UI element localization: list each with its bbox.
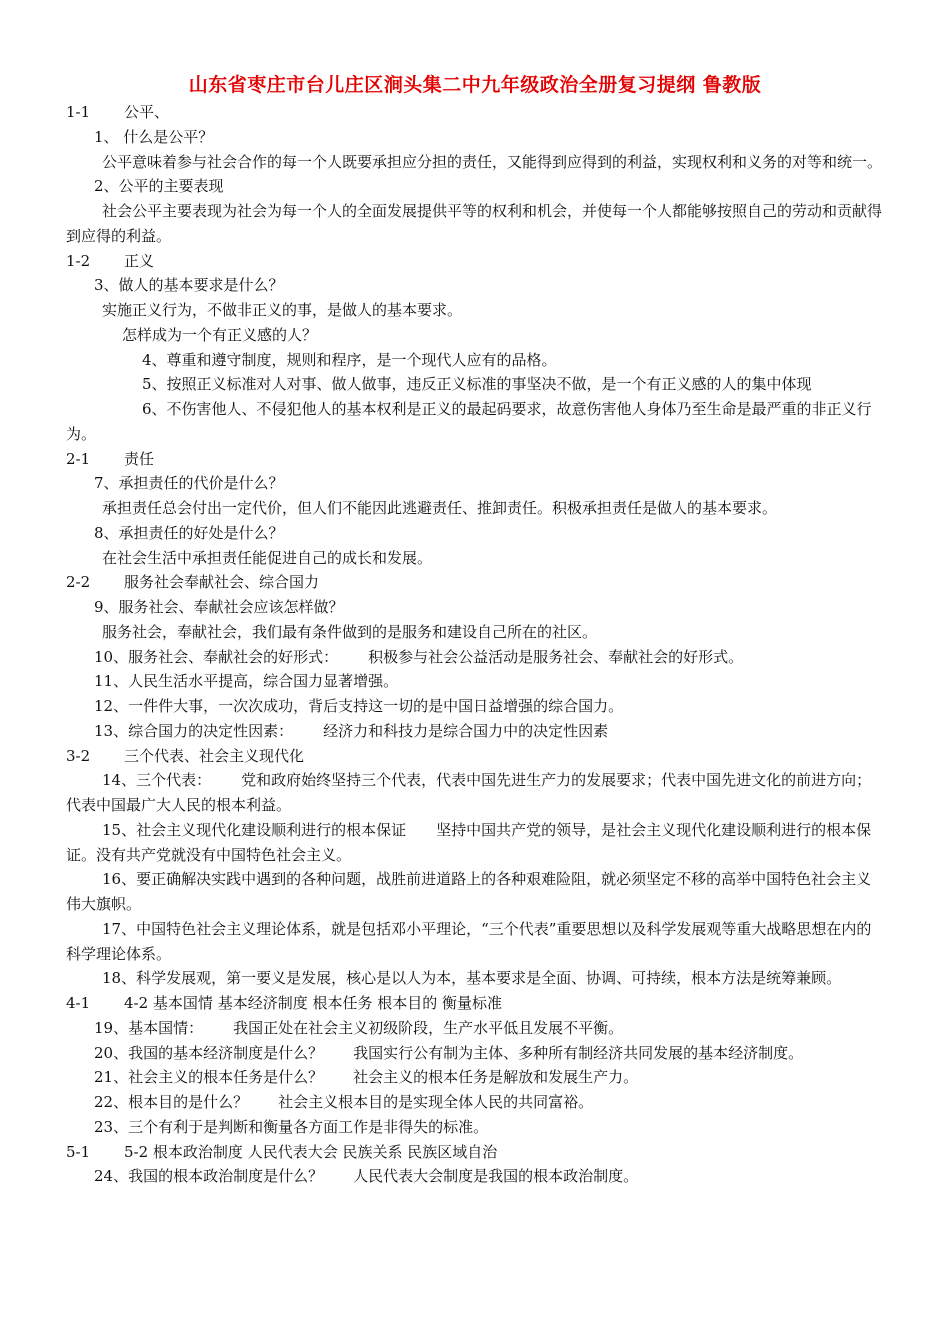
section-heading	[66, 100, 884, 125]
question-line: 11、人民生活水平提高，综合国力显著增强。	[94, 672, 399, 691]
answer-text: 积极参与社会公益活动是服务社会、奉献社会的好形式。	[368, 647, 744, 666]
question-answer-line	[66, 1090, 884, 1115]
section-heading	[66, 1140, 884, 1165]
answer-paragraph: 17、中国特色社会主义理论体系，就是包括邓小平理论，“三个代表”重要思想以及科学发展观等重大战略思想在内的科学理论体系。	[66, 919, 872, 963]
question-label: 21、社会主义的根本任务是什么？	[94, 1068, 324, 1087]
section-title: 正义	[124, 251, 155, 270]
section-number: 2-2	[66, 573, 91, 592]
question-answer-line	[66, 1065, 884, 1090]
answer-text: 社会主义的根本任务是解放和发展生产力。	[353, 1068, 639, 1087]
section-number: 1-2	[66, 251, 91, 270]
question-label: 15、社会主义现代化建设顺利进行的根本保证	[102, 820, 407, 839]
question-line: 7、承担责任的代价是什么？	[94, 474, 284, 493]
answer-paragraph: 在社会生活中承担责任能促进自己的成长和发展。	[102, 548, 433, 567]
question-answer-line	[66, 1164, 884, 1189]
section-title: 5-2 根本政治制度 人民代表大会 民族关系 民族区域自治	[124, 1142, 498, 1161]
question-line: 12、一件件大事，一次次成功，背后支持这一切的是中国日益增强的综合国力。	[94, 697, 624, 715]
section-number: 2-1	[66, 449, 91, 468]
question-line: 1、 什么是公平？	[94, 127, 214, 146]
subheading: 怎样成为一个有正义感的人？	[122, 325, 318, 344]
question-answer-line	[66, 818, 884, 868]
question-line: 8、承担责任的好处是什么？	[94, 523, 284, 542]
answer-text: 我国实行公有制为主体、多种所有制经济共同发展的基本经济制度。	[353, 1043, 804, 1062]
section-number: 5-1	[66, 1142, 91, 1161]
answer-text: 经济力和科技力是综合国力中的决定性因素	[323, 721, 609, 740]
question-line: 3、做人的基本要求是什么？	[94, 276, 284, 295]
answer-text: 人民代表大会制度是我国的根本政治制度。	[353, 1167, 639, 1186]
answer-text: 党和政府始终坚持三个代表，代表中国先进生产力的发展要求；代表中国先进文化的前进方向；代表中国最广大人民的根本利益。	[66, 771, 872, 814]
section-title: 4-2 基本国情 基本经济制度 根本任务 根本目的 衡量标准	[124, 994, 502, 1012]
question-label: 24、我国的根本政治制度是什么？	[94, 1167, 324, 1186]
section-number: 1-1	[66, 103, 91, 121]
answer-paragraph: 18、科学发展观，第一要义是发展，核心是以人为本，基本要求是全面、协调、可持续，根本方法是统筹兼顾。	[102, 969, 842, 988]
answer-text: 社会主义根本目的是实现全体人民的共同富裕。	[278, 1093, 594, 1111]
section-title: 服务社会奉献社会、综合国力	[124, 573, 320, 592]
question-label: 20、我国的基本经济制度是什么？	[94, 1043, 324, 1062]
answer-paragraph: 16、要正确解决实践中遇到的各种问题，战胜前进道路上的各种艰难险阻，就必须坚定不移的高举中国特色社会主义伟大旗帜。	[66, 870, 872, 913]
question-answer-line	[66, 1041, 884, 1066]
section-number: 3-2	[66, 746, 91, 765]
question-line: 2、公平的主要表现	[94, 177, 224, 196]
section-number: 4-1	[66, 994, 91, 1012]
question-label: 19、基本国情：	[94, 1018, 204, 1037]
document-body	[66, 100, 884, 1189]
answer-text: 坚持中国共产党的领导，是社会主义现代化建设顺利进行的根本保证。没有共产党就没有中国特色社会主义。	[66, 820, 872, 864]
question-answer-line	[66, 645, 884, 670]
section-title: 责任	[124, 449, 155, 468]
answer-paragraph: 承担责任总会付出一定代价，但人们不能因此逃避责任、推卸责任。积极承担责任是做人的基本要求。	[102, 499, 778, 517]
question-answer-line	[66, 768, 884, 818]
answer-paragraph: 服务社会，奉献社会，我们最有条件做到的是服务和建设自己所在的社区。	[102, 622, 598, 641]
question-label: 14、三个代表：	[102, 771, 212, 790]
list-item: 6、不伤害他人、不侵犯他人的基本权利是正义的最起码要求，故意伤害他人身体乃至生命是最严重的非正义行为。	[66, 400, 872, 443]
answer-paragraph: 公平意味着参与社会合作的每一个人既要承担应分担的责任，又能得到应得到的利益，实现权利和义务的对等和统一。	[102, 152, 883, 171]
answer-paragraph: 实施正义行为，不做非正义的事，是做人的基本要求。	[102, 301, 463, 319]
section-heading	[66, 744, 884, 769]
section-title: 公平、	[124, 103, 170, 121]
question-label: 10、服务社会、奉献社会的好形式：	[94, 647, 339, 666]
question-label: 13、综合国力的决定性因素：	[94, 721, 294, 740]
question-label: 22、根本目的是什么？	[94, 1093, 249, 1111]
section-title: 三个代表、社会主义现代化	[124, 746, 305, 765]
document-title: 山东省枣庄市台儿庄区涧头集二中九年级政治全册复习提纲 鲁教版	[188, 74, 762, 96]
answer-text: 我国正处在社会主义初级阶段，生产水平低且发展不平衡。	[233, 1018, 624, 1037]
question-answer-line	[66, 719, 884, 744]
list-item: 4、尊重和遵守制度，规则和程序，是一个现代人应有的品格。	[142, 350, 557, 369]
section-heading	[66, 249, 884, 274]
question-line: 9、服务社会、奉献社会应该怎样做？	[94, 598, 344, 616]
question-line: 23、三个有利于是判断和衡量各方面工作是非得失的标准。	[94, 1117, 489, 1136]
question-answer-line	[66, 1016, 884, 1041]
section-heading	[66, 570, 884, 595]
section-heading	[66, 991, 884, 1016]
answer-paragraph: 社会公平主要表现为社会为每一个人的全面发展提供平等的权利和机会，并使每一个人都能够按照自己的劳动和贡献得到应得的利益。	[66, 202, 883, 245]
list-item: 5、按照正义标准对人对事、做人做事，违反正义标准的事坚决不做，是一个有正义感的人的集中体现	[142, 375, 812, 394]
section-heading	[66, 447, 884, 472]
